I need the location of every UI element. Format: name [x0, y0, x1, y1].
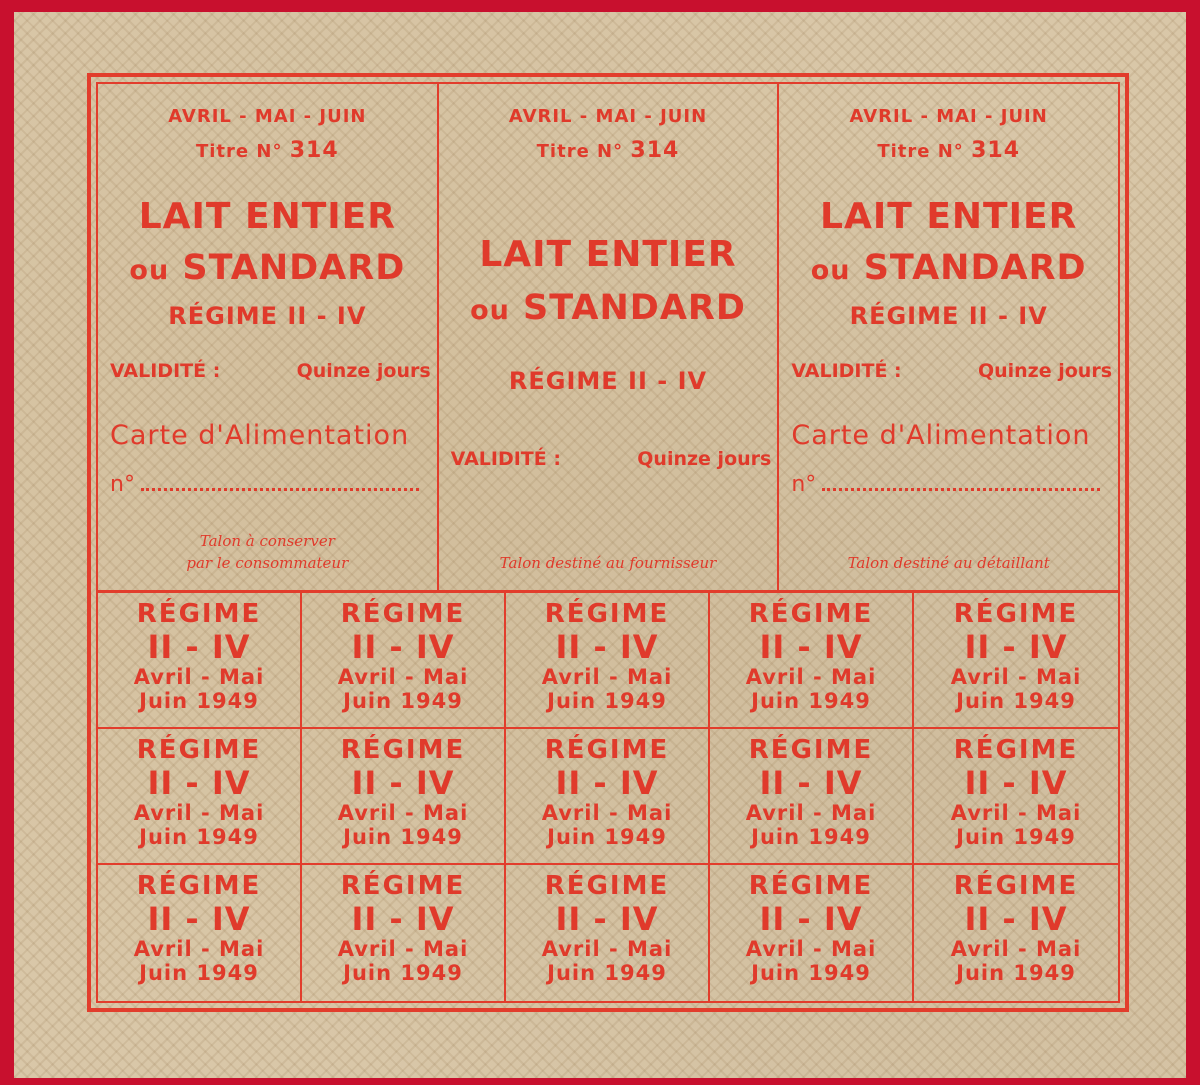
coupon-numeral: II - IV	[555, 900, 659, 938]
validite-value: Quinze jours	[296, 360, 431, 382]
coupon-numeral: II - IV	[759, 900, 863, 938]
coupon-year: Juin 1949	[139, 825, 259, 849]
coupon-period: Avril - Mai	[950, 665, 1082, 689]
coupon-period: Avril - Mai	[745, 801, 877, 825]
talon-period: AVRIL - MAI - JUIN	[508, 106, 708, 127]
validite-label: VALIDITÉ :	[110, 360, 221, 382]
card-number-field[interactable]	[822, 474, 1100, 491]
product-standard: STANDARD	[863, 248, 1087, 288]
coupon-regime: RÉGIME	[544, 871, 670, 901]
coupon-regime: RÉGIME	[544, 599, 670, 629]
card-number-line	[791, 472, 1100, 497]
ration-coupon[interactable]	[302, 729, 506, 865]
product-ou: ou	[470, 295, 510, 326]
coupon-period: Avril - Mai	[950, 801, 1082, 825]
product-line1: LAIT ENTIER	[820, 196, 1078, 237]
coupon-period: Avril - Mai	[133, 801, 265, 825]
talon-footer	[779, 552, 1118, 574]
product-line2	[98, 248, 437, 288]
ration-coupon[interactable]	[914, 865, 1118, 1001]
talon-fournisseur	[437, 84, 778, 590]
titre-label: Titre N°	[195, 141, 283, 162]
coupon-year: Juin 1949	[956, 689, 1076, 713]
titre-number: 314	[971, 138, 1021, 163]
coupon-year: Juin 1949	[139, 961, 259, 985]
coupon-grid	[98, 593, 1118, 1001]
coupon-regime: RÉGIME	[340, 735, 466, 765]
coupon-period: Avril - Mai	[950, 937, 1082, 961]
coupon-regime: RÉGIME	[748, 871, 874, 901]
coupon-year: Juin 1949	[343, 825, 463, 849]
coupon-regime: RÉGIME	[953, 871, 1079, 901]
validite-label: VALIDITÉ :	[791, 360, 902, 382]
card-number-line	[110, 472, 419, 497]
ration-coupon[interactable]	[506, 729, 710, 865]
inner-border	[96, 82, 1120, 1003]
product-line1: LAIT ENTIER	[138, 196, 396, 237]
coupon-regime: RÉGIME	[544, 735, 670, 765]
talon-row	[98, 84, 1118, 593]
coupon-regime: RÉGIME	[136, 735, 262, 765]
talon-regime: RÉGIME II - IV	[849, 302, 1048, 330]
talon-validite	[791, 360, 1112, 382]
coupon-regime: RÉGIME	[953, 735, 1079, 765]
talon-titre	[439, 138, 778, 163]
validite-label: VALIDITÉ :	[450, 448, 561, 470]
coupon-numeral: II - IV	[147, 900, 251, 938]
coupon-regime: RÉGIME	[136, 599, 262, 629]
ration-coupon[interactable]	[914, 593, 1118, 729]
ration-coupon[interactable]	[914, 729, 1118, 865]
talon-validite	[110, 360, 431, 382]
ration-coupon[interactable]	[506, 865, 710, 1001]
ration-coupon[interactable]	[302, 593, 506, 729]
ration-coupon[interactable]	[302, 865, 506, 1001]
titre-number: 314	[289, 138, 339, 163]
coupon-numeral: II - IV	[147, 628, 251, 666]
ration-coupon[interactable]	[506, 593, 710, 729]
coupon-year: Juin 1949	[547, 689, 667, 713]
coupon-year: Juin 1949	[751, 961, 871, 985]
coupon-period: Avril - Mai	[133, 665, 265, 689]
coupon-period: Avril - Mai	[541, 937, 673, 961]
coupon-numeral: II - IV	[555, 764, 659, 802]
ration-coupon[interactable]	[98, 865, 302, 1001]
footer-line2: par le consommateur	[186, 554, 349, 572]
coupon-numeral: II - IV	[964, 628, 1068, 666]
product-line2	[439, 288, 778, 328]
coupon-year: Juin 1949	[751, 689, 871, 713]
coupon-period: Avril - Mai	[541, 665, 673, 689]
footer-line1: Talon à conserver	[199, 532, 335, 550]
product-line2	[779, 248, 1118, 288]
coupon-period: Avril - Mai	[745, 937, 877, 961]
talon-footer	[439, 552, 778, 574]
coupon-year: Juin 1949	[956, 961, 1076, 985]
validite-value: Quinze jours	[637, 448, 772, 470]
talon-detaillant	[777, 84, 1118, 590]
product-standard: STANDARD	[182, 248, 406, 288]
coupon-numeral: II - IV	[964, 764, 1068, 802]
ration-coupon[interactable]	[710, 729, 914, 865]
carte-alimentation: Carte d'Alimentation	[110, 420, 410, 451]
outer-border	[87, 73, 1129, 1012]
talon-validite	[451, 448, 772, 470]
no-label: n°	[791, 472, 817, 497]
ration-ticket-sheet	[14, 12, 1186, 1078]
product-ou: ou	[810, 255, 851, 286]
coupon-period: Avril - Mai	[337, 937, 469, 961]
coupon-numeral: II - IV	[351, 900, 455, 938]
coupon-numeral: II - IV	[351, 628, 455, 666]
ration-coupon[interactable]	[710, 865, 914, 1001]
coupon-numeral: II - IV	[759, 628, 863, 666]
coupon-period: Avril - Mai	[745, 665, 877, 689]
coupon-numeral: II - IV	[759, 764, 863, 802]
talon-period: AVRIL - MAI - JUIN	[849, 106, 1048, 127]
talon-regime: RÉGIME II - IV	[168, 302, 367, 330]
coupon-year: Juin 1949	[343, 961, 463, 985]
coupon-regime: RÉGIME	[748, 599, 874, 629]
carte-alimentation: Carte d'Alimentation	[791, 420, 1091, 451]
talon-titre	[98, 138, 437, 163]
product-line1: LAIT ENTIER	[479, 234, 737, 275]
coupon-period: Avril - Mai	[541, 801, 673, 825]
coupon-numeral: II - IV	[147, 764, 251, 802]
ration-coupon[interactable]	[98, 729, 302, 865]
talon-period: AVRIL - MAI - JUIN	[168, 106, 367, 127]
product-standard: STANDARD	[523, 288, 746, 328]
coupon-year: Juin 1949	[956, 825, 1076, 849]
coupon-numeral: II - IV	[555, 628, 659, 666]
coupon-regime: RÉGIME	[136, 871, 262, 901]
coupon-numeral: II - IV	[964, 900, 1068, 938]
product-ou: ou	[129, 255, 170, 286]
coupon-year: Juin 1949	[547, 825, 667, 849]
no-label: n°	[110, 472, 135, 497]
coupon-regime: RÉGIME	[340, 871, 466, 901]
card-number-field[interactable]	[141, 474, 419, 491]
coupon-regime: RÉGIME	[748, 735, 874, 765]
coupon-period: Avril - Mai	[133, 937, 265, 961]
coupon-numeral: II - IV	[351, 764, 455, 802]
ration-coupon[interactable]	[98, 593, 302, 729]
talon-footer	[98, 530, 437, 574]
coupon-year: Juin 1949	[547, 961, 667, 985]
coupon-year: Juin 1949	[343, 689, 463, 713]
coupon-period: Avril - Mai	[337, 665, 469, 689]
coupon-period: Avril - Mai	[337, 801, 469, 825]
titre-label: Titre N°	[536, 141, 624, 162]
footer-line1: Talon destiné au détaillant	[847, 554, 1050, 572]
titre-label: Titre N°	[877, 141, 964, 162]
talon-consommateur	[98, 84, 437, 590]
footer-line1: Talon destiné au fournisseur	[499, 554, 717, 572]
coupon-year: Juin 1949	[139, 689, 259, 713]
talon-titre	[779, 138, 1118, 163]
coupon-year: Juin 1949	[751, 825, 871, 849]
coupon-regime: RÉGIME	[340, 599, 466, 629]
validite-value: Quinze jours	[977, 360, 1113, 382]
coupon-regime: RÉGIME	[953, 599, 1079, 629]
titre-number: 314	[630, 138, 680, 163]
ration-coupon[interactable]	[710, 593, 914, 729]
talon-regime: RÉGIME II - IV	[508, 367, 708, 395]
